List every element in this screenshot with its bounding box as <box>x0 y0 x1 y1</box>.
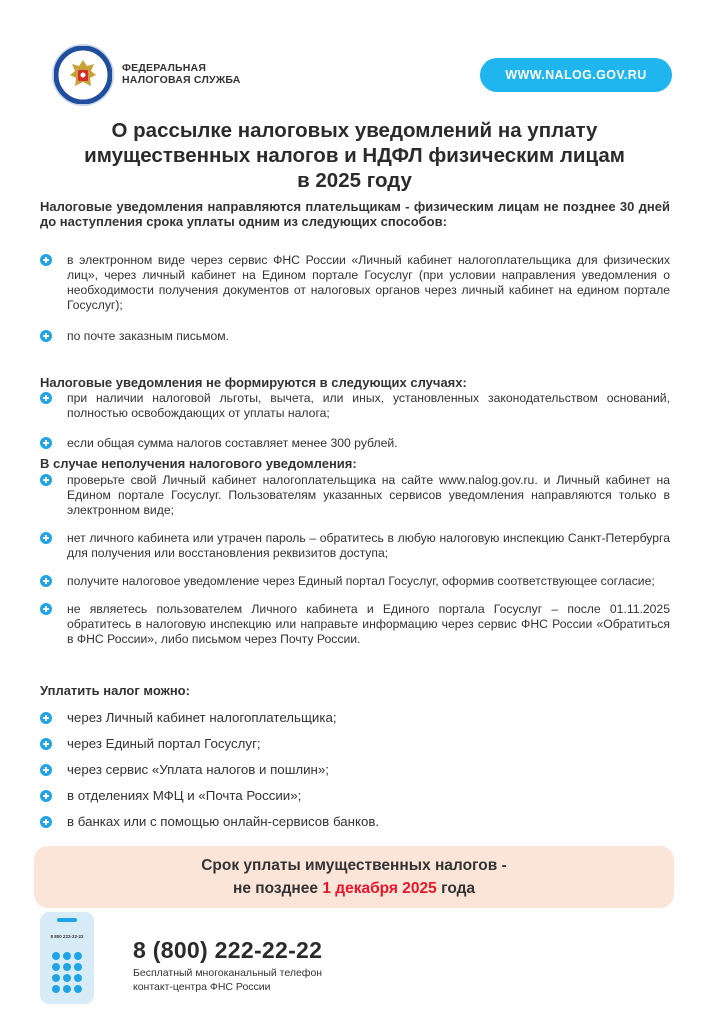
list-item-text: не являетесь пользователем Личного кабинета и Единого портала Госуслуг – после 01.11.2025 обратитесь в налоговую инспекцию или направьте информацию через сервис ФНС России «Обратиться в ФНС России», либо письмом через Почту России. <box>67 602 670 646</box>
list-item-text: проверьте свой Личный кабинет налогоплательщика на сайте www.nalog.gov.ru. и Личный кабинет на Едином портале Госуслуг. Пользователям указанных сервисов уведомления направляются только в электронном виде; <box>67 473 670 517</box>
list-item <box>40 436 670 451</box>
list-item <box>40 710 670 726</box>
list-item-text: получите налоговое уведомление через Единый портал Госуслуг, оформив соответствующее согласие; <box>67 574 655 588</box>
organization-name-line1: ФЕДЕРАЛЬНАЯ <box>122 62 207 74</box>
deadline-line1: Срок уплаты имущественных налогов - <box>201 857 507 874</box>
list-item-text: в банках или с помощью онлайн-сервисов банков. <box>67 814 380 829</box>
list-item-text: если общая сумма налогов составляет менее 300 рублей. <box>67 436 398 450</box>
deadline-date: 1 декабря 2025 <box>322 880 437 897</box>
intro-heading: Налоговые уведомления направляются плательщикам - физическим лицам не позднее 30 дней до наступления срока уплаты одним из следующих способов: <box>40 199 670 229</box>
plus-bullet-icon <box>40 712 52 724</box>
list-item <box>40 329 670 344</box>
fns-emblem-icon <box>52 44 114 106</box>
list-item-text: через сервис «Уплата налогов и пошлин»; <box>67 762 329 777</box>
hotline-description-line2: контакт-центра ФНС России <box>133 981 271 993</box>
organization-name-line2: НАЛОГОВАЯ СЛУЖБА <box>122 74 241 86</box>
plus-bullet-icon <box>40 764 52 776</box>
list-item-text: по почте заказным письмом. <box>67 329 230 343</box>
list-item-text: через Личный кабинет налогоплательщика; <box>67 710 337 725</box>
page-title-line3: в 2025 году <box>297 169 412 192</box>
not-formed-list <box>40 391 670 451</box>
list-item <box>40 574 670 589</box>
plus-bullet-icon <box>40 738 52 750</box>
plus-bullet-icon <box>40 330 52 342</box>
list-item-text: через Единый портал Госуслуг; <box>67 736 261 751</box>
organization-name <box>122 62 241 86</box>
list-item <box>40 762 670 778</box>
phone-speaker <box>57 918 77 922</box>
plus-bullet-icon <box>40 603 52 615</box>
not-formed-heading: Налоговые уведомления не формируются в следующих случаях: <box>40 375 467 390</box>
list-item-text: в электронном виде через сервис ФНС России «Личный кабинет налогоплательщика для физических лиц», через личный кабинет на Едином портале Госуслуг (при условии направления уведомления о необходимости получения документов от налоговых органов через личный кабинет на едином портале Госуслуг); <box>67 253 670 312</box>
hotline-number[interactable]: 8 (800) 222-22-22 <box>133 937 323 963</box>
phone-keypad <box>52 952 82 993</box>
delivery-methods-list <box>40 253 670 344</box>
list-item <box>40 736 670 752</box>
not-received-list <box>40 473 670 647</box>
deadline-prefix: не позднее <box>232 880 323 897</box>
list-item <box>40 253 670 313</box>
plus-bullet-icon <box>40 532 52 544</box>
plus-bullet-icon <box>40 790 52 802</box>
not-received-heading: В случае неполучения налогового уведомления: <box>40 456 357 471</box>
list-item-text: в отделениях МФЦ и «Почта России»; <box>67 788 302 803</box>
website-link[interactable]: WWW.NALOG.GOV.RU <box>480 58 672 92</box>
pay-heading: Уплатить налог можно: <box>40 683 190 698</box>
header <box>52 44 672 108</box>
list-item <box>40 531 670 561</box>
list-item <box>40 814 670 830</box>
page-title-line1: О рассылке налоговых уведомлений на уплату <box>111 119 598 142</box>
hotline-description <box>133 966 322 994</box>
plus-bullet-icon <box>40 437 52 449</box>
list-item <box>40 473 670 518</box>
plus-bullet-icon <box>40 392 52 404</box>
list-item-text: нет личного кабинета или утрачен пароль – обратитесь в любую налоговую инспекцию Санкт-Петербурга для получения или восстановления реквизитов доступа; <box>67 531 670 560</box>
page-title <box>20 118 689 193</box>
plus-bullet-icon <box>40 254 52 266</box>
payment-methods-list <box>40 710 670 830</box>
list-item <box>40 391 670 421</box>
list-item-text: при наличии налоговой льготы, вычета, или иных, установленных законодательством оснований, полностью освобождающих от уплаты налога; <box>67 391 670 420</box>
deadline-banner <box>34 846 674 908</box>
list-item <box>40 602 670 647</box>
page-title-line2: имущественных налогов и НДФЛ физическим лицам <box>84 144 625 167</box>
phone-keypad-icon <box>40 912 94 1004</box>
hotline-description-line1: Бесплатный многоканальный телефон <box>133 967 323 979</box>
deadline-suffix: года <box>436 880 476 897</box>
deadline-line2 <box>34 877 674 900</box>
list-item <box>40 788 670 804</box>
plus-bullet-icon <box>40 474 52 486</box>
plus-bullet-icon <box>40 816 52 828</box>
phone-card-number: 8 800 222-22-22 <box>50 934 84 939</box>
plus-bullet-icon <box>40 575 52 587</box>
